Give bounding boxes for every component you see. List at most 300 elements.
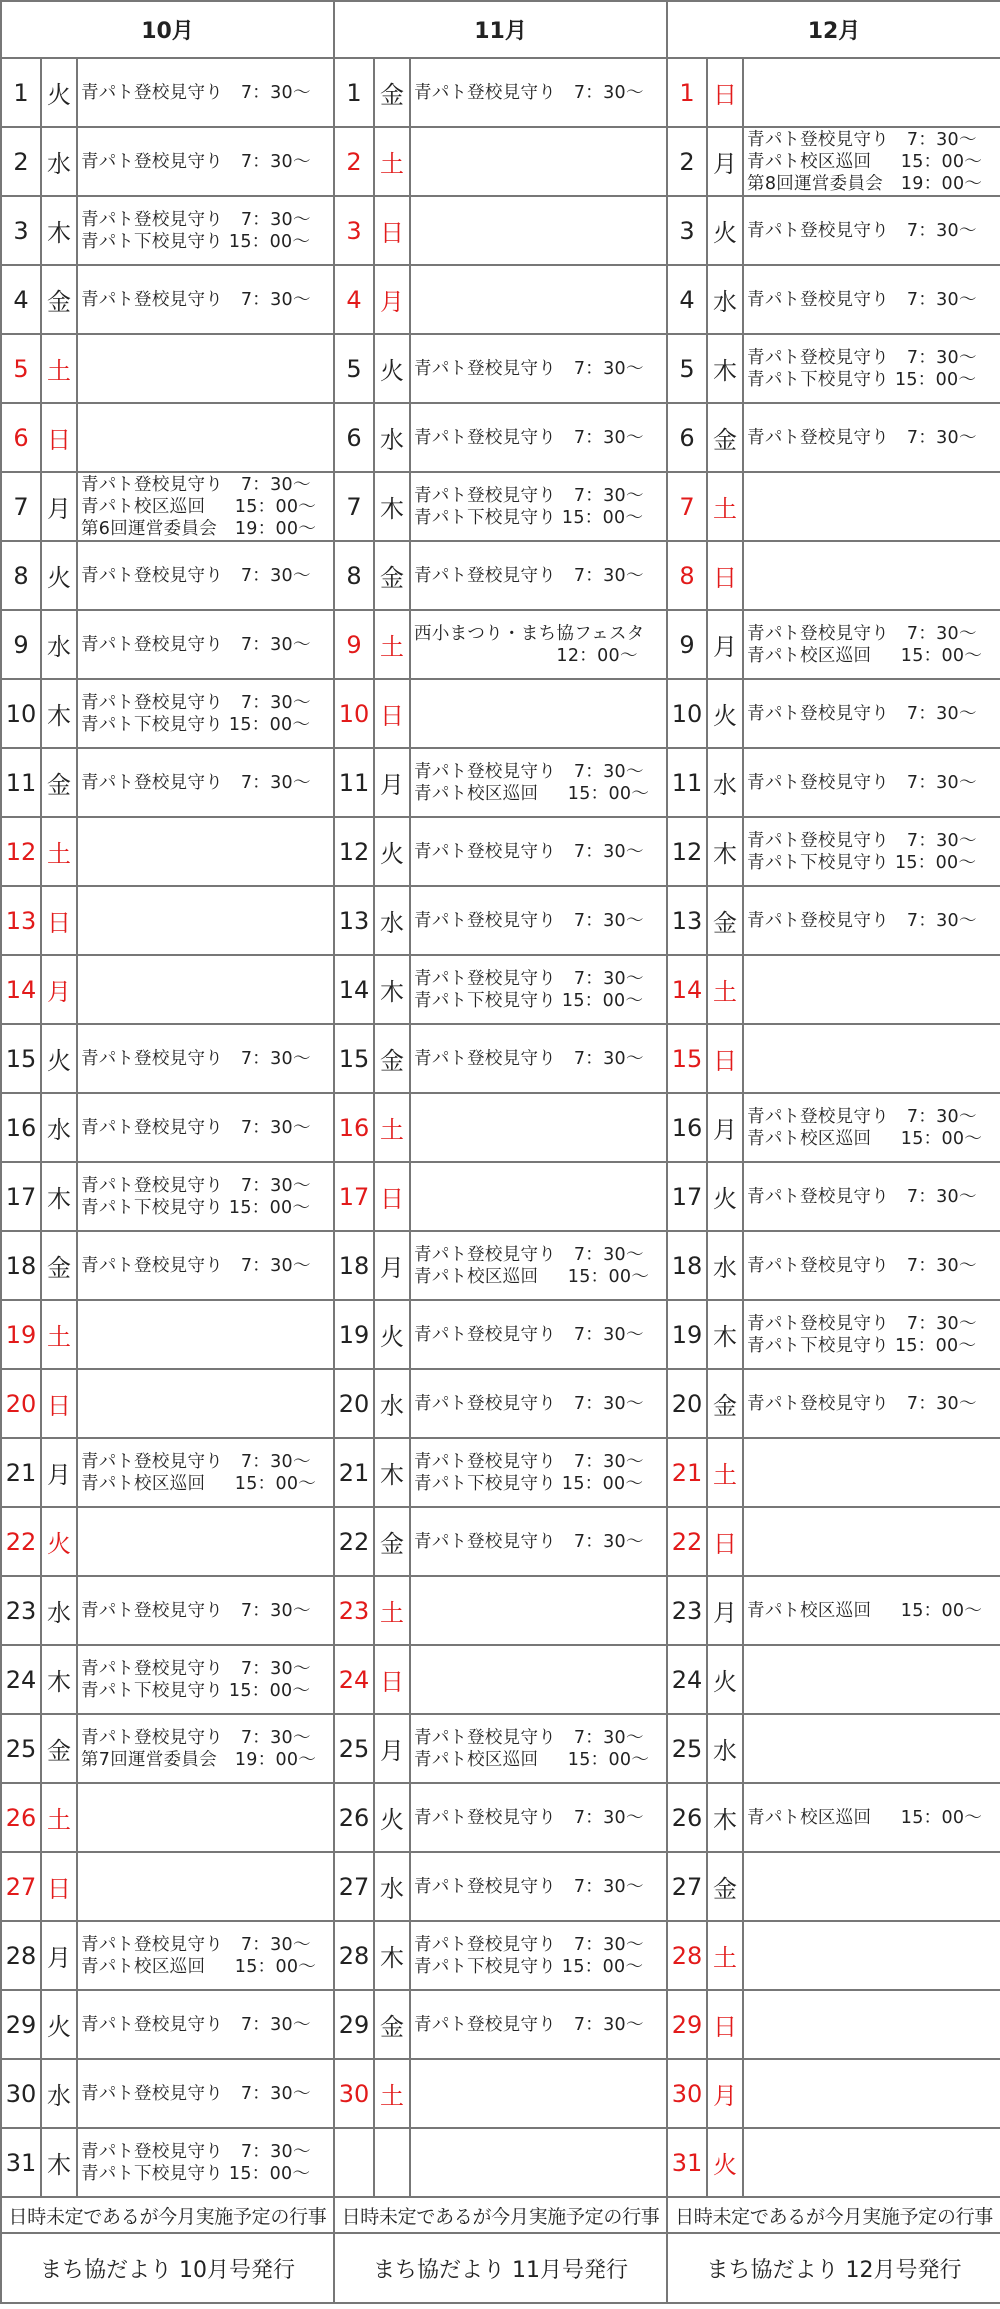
day-of-week-dec: 木 [707, 1300, 743, 1369]
day-events-nov [410, 1852, 667, 1921]
day-of-week-dec: 木 [707, 1783, 743, 1852]
event-line: 青パト登校見守り 7：30～ [81, 634, 311, 655]
day-number-dec: 13 [667, 886, 707, 955]
day-row [1, 1714, 1000, 1783]
event-line: 青パト登校見守り 7：30～ [81, 565, 311, 586]
event-line: 青パト登校見守り 7：30～ [747, 1313, 977, 1334]
day-number-dec: 17 [667, 1162, 707, 1231]
day-number-nov: 6 [334, 403, 374, 472]
day-events-dec [743, 403, 1000, 472]
day-events-nov [410, 265, 667, 334]
day-of-week-nov: 月 [374, 748, 410, 817]
day-number-nov: 9 [334, 610, 374, 679]
day-number-oct: 5 [1, 334, 41, 403]
day-of-week-dec: 水 [707, 748, 743, 817]
day-events-oct [77, 817, 334, 886]
event-line: 青パト登校見守り 7：30～ [81, 1934, 311, 1955]
day-number-dec: 28 [667, 1921, 707, 1990]
day-of-week-oct: 月 [41, 1921, 77, 1990]
event-line: 青パト登校見守り 7：30～ [81, 289, 311, 310]
day-of-week-oct: 日 [41, 403, 77, 472]
day-number-oct: 14 [1, 955, 41, 1024]
day-of-week-nov: 月 [374, 265, 410, 334]
day-of-week-oct: 木 [41, 196, 77, 265]
event-line: 青パト登校見守り 7：30～ [81, 2141, 311, 2162]
day-number-nov: 4 [334, 265, 374, 334]
day-number-dec: 15 [667, 1024, 707, 1093]
day-of-week-oct: 土 [41, 334, 77, 403]
event-line: 青パト登校見守り 7：30～ [747, 289, 977, 310]
day-of-week-nov: 金 [374, 58, 410, 127]
day-number-oct: 7 [1, 472, 41, 541]
event-line: 青パト登校見守り 7：30～ [81, 1658, 311, 1679]
day-row [1, 1093, 1000, 1162]
day-number-nov: 20 [334, 1369, 374, 1438]
newsletter-issue-dec: まち協だより 12月号発行 [667, 2233, 1000, 2303]
day-of-week-oct: 月 [41, 1438, 77, 1507]
day-of-week-nov: 水 [374, 403, 410, 472]
day-events-nov [410, 955, 667, 1024]
day-row [1, 265, 1000, 334]
day-number-nov: 24 [334, 1645, 374, 1714]
day-events-nov [410, 1369, 667, 1438]
event-line: 青パト登校見守り 7：30～ [414, 1876, 644, 1897]
day-of-week-nov: 金 [374, 1024, 410, 1093]
newsletter-issue-nov: まち協だより 11月号発行 [334, 2233, 667, 2303]
event-line: 青パト下校見守り 15：00～ [747, 1335, 977, 1356]
event-line: 12：00～ [414, 645, 638, 666]
undecided-events-note-dec: 日時未定であるが今月実施予定の行事 [667, 2197, 1000, 2233]
day-of-week-dec: 水 [707, 265, 743, 334]
day-events-dec [743, 334, 1000, 403]
event-line: 青パト登校見守り 7：30～ [81, 1727, 311, 1748]
day-number-nov: 2 [334, 127, 374, 196]
event-line: 青パト登校見守り 7：30～ [747, 1106, 977, 1127]
day-row [1, 679, 1000, 748]
day-number-oct: 27 [1, 1852, 41, 1921]
day-row [1, 403, 1000, 472]
day-row [1, 610, 1000, 679]
day-of-week-oct: 月 [41, 472, 77, 541]
day-number-nov: 1 [334, 58, 374, 127]
day-events-oct [77, 472, 334, 541]
day-number-dec: 11 [667, 748, 707, 817]
day-of-week-oct: 月 [41, 955, 77, 1024]
day-of-week-nov: 木 [374, 1921, 410, 1990]
day-of-week-nov: 火 [374, 334, 410, 403]
day-events-oct [77, 1300, 334, 1369]
day-number-nov: 30 [334, 2059, 374, 2128]
event-line: 青パト登校見守り 7：30～ [414, 2014, 644, 2035]
month-header-row [1, 1, 1000, 58]
event-line: 青パト登校見守り 7：30～ [81, 1175, 311, 1196]
day-of-week-dec: 金 [707, 886, 743, 955]
day-number-oct: 17 [1, 1162, 41, 1231]
event-line: 青パト登校見守り 7：30～ [81, 151, 311, 172]
day-events-dec [743, 748, 1000, 817]
day-events-nov [410, 127, 667, 196]
day-of-week-dec: 金 [707, 1369, 743, 1438]
day-of-week-oct: 水 [41, 2059, 77, 2128]
day-of-week-oct: 金 [41, 1714, 77, 1783]
day-number-oct: 18 [1, 1231, 41, 1300]
day-of-week-oct: 水 [41, 1093, 77, 1162]
day-of-week-nov: 木 [374, 955, 410, 1024]
day-events-dec [743, 1093, 1000, 1162]
event-line: 青パト登校見守り 7：30～ [747, 772, 977, 793]
day-events-nov [410, 610, 667, 679]
day-events-dec [743, 610, 1000, 679]
event-line: 青パト登校見守り 7：30～ [747, 427, 977, 448]
day-row [1, 58, 1000, 127]
day-number-dec: 8 [667, 541, 707, 610]
day-of-week-dec: 月 [707, 610, 743, 679]
day-events-oct [77, 1576, 334, 1645]
day-of-week-oct: 水 [41, 127, 77, 196]
day-of-week-oct: 金 [41, 1231, 77, 1300]
day-of-week-oct: 火 [41, 58, 77, 127]
day-of-week-dec: 日 [707, 1507, 743, 1576]
day-events-dec [743, 1576, 1000, 1645]
event-line: 青パト登校見守り 7：30～ [81, 2014, 311, 2035]
day-events-oct [77, 127, 334, 196]
event-line: 青パト校区巡回 15：00～ [747, 151, 983, 172]
day-number-nov: 25 [334, 1714, 374, 1783]
event-line: 青パト登校見守り 7：30～ [414, 1531, 644, 1552]
day-of-week-nov: 金 [374, 1507, 410, 1576]
event-line: 青パト登校見守り 7：30～ [414, 485, 644, 506]
day-row [1, 1852, 1000, 1921]
day-of-week-nov: 月 [374, 1231, 410, 1300]
event-line: 青パト登校見守り 7：30～ [414, 1807, 644, 1828]
day-events-nov [410, 541, 667, 610]
day-number-oct: 9 [1, 610, 41, 679]
day-events-oct [77, 1507, 334, 1576]
event-line: 青パト登校見守り 7：30～ [414, 761, 644, 782]
day-of-week-oct: 水 [41, 610, 77, 679]
day-of-week-oct: 土 [41, 1783, 77, 1852]
month-header-oct: 10月 [1, 1, 334, 58]
day-number-nov: 28 [334, 1921, 374, 1990]
event-line: 青パト校区巡回 15：00～ [414, 783, 650, 804]
day-events-dec [743, 541, 1000, 610]
day-of-week-oct: 金 [41, 748, 77, 817]
day-row [1, 1507, 1000, 1576]
event-line: 第8回運営委員会 19：00～ [747, 173, 983, 194]
day-row [1, 748, 1000, 817]
undecided-events-note-oct: 日時未定であるが今月実施予定の行事 [1, 2197, 334, 2233]
event-line: 青パト登校見守り 7：30～ [414, 1727, 644, 1748]
day-events-oct [77, 2128, 334, 2197]
day-events-dec [743, 472, 1000, 541]
day-number-dec: 14 [667, 955, 707, 1024]
event-line: 青パト下校見守り 15：00～ [747, 852, 977, 873]
day-events-nov [410, 748, 667, 817]
day-number-dec: 31 [667, 2128, 707, 2197]
day-events-nov [410, 334, 667, 403]
day-of-week-dec: 日 [707, 1990, 743, 2059]
day-events-dec [743, 1369, 1000, 1438]
day-events-nov [410, 1921, 667, 1990]
day-number-dec: 3 [667, 196, 707, 265]
day-row [1, 1990, 1000, 2059]
day-number-oct: 26 [1, 1783, 41, 1852]
day-number-oct: 2 [1, 127, 41, 196]
day-events-oct [77, 1024, 334, 1093]
day-events-dec [743, 1300, 1000, 1369]
day-events-nov [410, 1093, 667, 1162]
day-events-oct [77, 886, 334, 955]
day-of-week-nov: 土 [374, 1576, 410, 1645]
day-events-dec [743, 2059, 1000, 2128]
day-events-dec [743, 1162, 1000, 1231]
day-of-week-dec: 土 [707, 472, 743, 541]
day-of-week-oct: 日 [41, 886, 77, 955]
day-row [1, 817, 1000, 886]
event-line: 青パト登校見守り 7：30～ [414, 841, 644, 862]
footer-row [1, 2233, 1000, 2303]
event-line: 青パト校区巡回 15：00～ [747, 1807, 983, 1828]
day-number-oct: 28 [1, 1921, 41, 1990]
day-of-week-nov: 土 [374, 2059, 410, 2128]
undecided-events-note-nov: 日時未定であるが今月実施予定の行事 [334, 2197, 667, 2233]
day-events-dec [743, 1783, 1000, 1852]
event-line: 青パト登校見守り 7：30～ [414, 1451, 644, 1472]
day-of-week-dec: 日 [707, 1024, 743, 1093]
day-events-nov [410, 1438, 667, 1507]
day-number-dec: 20 [667, 1369, 707, 1438]
event-line: 青パト登校見守り 7：30～ [81, 1451, 311, 1472]
day-of-week-dec: 木 [707, 334, 743, 403]
day-events-oct [77, 1645, 334, 1714]
day-events-oct [77, 265, 334, 334]
day-row [1, 1438, 1000, 1507]
day-of-week-dec: 土 [707, 955, 743, 1024]
day-number-nov: 12 [334, 817, 374, 886]
day-of-week-dec: 火 [707, 679, 743, 748]
day-events-nov [410, 1507, 667, 1576]
day-row [1, 1783, 1000, 1852]
day-events-oct [77, 1852, 334, 1921]
day-events-dec [743, 679, 1000, 748]
day-of-week-dec: 火 [707, 1645, 743, 1714]
day-events-dec [743, 955, 1000, 1024]
day-of-week-nov: 土 [374, 610, 410, 679]
day-of-week-nov: 火 [374, 1783, 410, 1852]
day-of-week-oct: 木 [41, 1645, 77, 1714]
event-line: 青パト登校見守り 7：30～ [747, 703, 977, 724]
event-line: 青パト登校見守り 7：30～ [81, 1255, 311, 1276]
day-of-week-oct: 土 [41, 1300, 77, 1369]
day-row [1, 196, 1000, 265]
day-number-nov: 7 [334, 472, 374, 541]
day-number-nov: 5 [334, 334, 374, 403]
day-of-week-nov: 日 [374, 196, 410, 265]
day-number-oct: 25 [1, 1714, 41, 1783]
day-number-nov: 13 [334, 886, 374, 955]
day-number-nov: 22 [334, 1507, 374, 1576]
day-number-nov: 16 [334, 1093, 374, 1162]
day-number-dec: 10 [667, 679, 707, 748]
day-events-nov [410, 1990, 667, 2059]
day-events-nov [410, 1024, 667, 1093]
day-row [1, 955, 1000, 1024]
day-events-nov [410, 1162, 667, 1231]
event-line: 青パト校区巡回 15：00～ [747, 1128, 983, 1149]
day-of-week-dec: 火 [707, 196, 743, 265]
day-events-dec [743, 886, 1000, 955]
day-of-week-oct: 火 [41, 1990, 77, 2059]
day-events-nov [410, 1231, 667, 1300]
day-row [1, 1576, 1000, 1645]
day-of-week-dec: 日 [707, 58, 743, 127]
note-row [1, 2197, 1000, 2233]
day-events-dec [743, 1438, 1000, 1507]
day-number-oct: 8 [1, 541, 41, 610]
day-of-week-nov: 日 [374, 1645, 410, 1714]
day-events-dec [743, 2128, 1000, 2197]
day-events-dec [743, 1231, 1000, 1300]
day-of-week-nov: 水 [374, 1369, 410, 1438]
day-number-oct: 19 [1, 1300, 41, 1369]
day-of-week-nov: 金 [374, 1990, 410, 2059]
event-line: 青パト登校見守り 7：30～ [414, 1244, 644, 1265]
event-line: 青パト校区巡回 15：00～ [81, 1473, 317, 1494]
day-of-week-nov: 木 [374, 1438, 410, 1507]
day-number-nov: 15 [334, 1024, 374, 1093]
event-line: 青パト登校見守り 7：30～ [747, 910, 977, 931]
day-number-oct: 16 [1, 1093, 41, 1162]
newsletter-issue-oct: まち協だより 10月号発行 [1, 2233, 334, 2303]
day-number-nov: 19 [334, 1300, 374, 1369]
day-events-oct [77, 196, 334, 265]
day-number-nov: 27 [334, 1852, 374, 1921]
event-line: 青パト校区巡回 15：00～ [747, 645, 983, 666]
day-events-nov [410, 1645, 667, 1714]
day-number-oct: 22 [1, 1507, 41, 1576]
day-number-nov: 29 [334, 1990, 374, 2059]
day-events-dec [743, 1921, 1000, 1990]
day-row [1, 127, 1000, 196]
day-of-week-dec: 火 [707, 1162, 743, 1231]
day-row [1, 2128, 1000, 2197]
day-row [1, 886, 1000, 955]
day-number-oct: 31 [1, 2128, 41, 2197]
day-number-oct: 23 [1, 1576, 41, 1645]
day-events-oct [77, 1990, 334, 2059]
event-line: 第7回運営委員会 19：00～ [81, 1749, 317, 1770]
day-of-week-nov: 土 [374, 1093, 410, 1162]
day-row [1, 472, 1000, 541]
event-line: 青パト校区巡回 15：00～ [81, 496, 317, 517]
event-line: 青パト登校見守り 7：30～ [81, 209, 311, 230]
day-number-oct: 4 [1, 265, 41, 334]
event-line: 青パト登校見守り 7：30～ [414, 358, 644, 379]
day-events-oct [77, 1438, 334, 1507]
day-events-dec [743, 1990, 1000, 2059]
event-line: 青パト登校見守り 7：30～ [747, 1186, 977, 1207]
event-line: 青パト校区巡回 15：00～ [81, 1956, 317, 1977]
day-row [1, 1231, 1000, 1300]
month-header-nov: 11月 [334, 1, 667, 58]
day-number-dec: 16 [667, 1093, 707, 1162]
day-events-dec [743, 1714, 1000, 1783]
event-line: 青パト下校見守り 15：00～ [81, 1680, 311, 1701]
day-events-nov [410, 58, 667, 127]
day-events-nov [410, 679, 667, 748]
day-of-week-nov: 火 [374, 817, 410, 886]
day-events-oct [77, 955, 334, 1024]
day-number-dec: 24 [667, 1645, 707, 1714]
month-header-dec: 12月 [667, 1, 1000, 58]
day-number-oct: 10 [1, 679, 41, 748]
day-number-dec: 7 [667, 472, 707, 541]
day-number-nov: 11 [334, 748, 374, 817]
day-events-nov [410, 2128, 667, 2197]
day-events-dec [743, 1852, 1000, 1921]
event-line: 青パト登校見守り 7：30～ [414, 968, 644, 989]
day-events-dec [743, 1645, 1000, 1714]
event-line: 青パト登校見守り 7：30～ [747, 220, 977, 241]
day-events-nov [410, 886, 667, 955]
event-line: 青パト登校見守り 7：30～ [81, 82, 311, 103]
day-of-week-nov: 火 [374, 1300, 410, 1369]
day-number-dec: 27 [667, 1852, 707, 1921]
day-of-week-dec: 木 [707, 817, 743, 886]
day-events-dec [743, 58, 1000, 127]
day-of-week-nov: 日 [374, 1162, 410, 1231]
day-number-dec: 21 [667, 1438, 707, 1507]
event-line: 青パト下校見守り 15：00～ [747, 369, 977, 390]
day-events-nov [410, 817, 667, 886]
day-events-nov [410, 2059, 667, 2128]
day-number-oct: 30 [1, 2059, 41, 2128]
day-events-oct [77, 679, 334, 748]
day-events-oct [77, 541, 334, 610]
day-number-oct: 21 [1, 1438, 41, 1507]
event-line: 第6回運営委員会 19：00～ [81, 518, 317, 539]
day-of-week-nov [374, 2128, 410, 2197]
day-of-week-nov: 金 [374, 541, 410, 610]
day-of-week-oct: 木 [41, 1162, 77, 1231]
day-of-week-dec: 火 [707, 2128, 743, 2197]
day-events-dec [743, 817, 1000, 886]
event-line: 青パト校区巡回 15：00～ [414, 1749, 650, 1770]
event-line: 青パト登校見守り 7：30～ [81, 2083, 311, 2104]
event-line: 青パト登校見守り 7：30～ [414, 910, 644, 931]
day-number-dec: 18 [667, 1231, 707, 1300]
day-events-oct [77, 610, 334, 679]
day-events-dec [743, 1507, 1000, 1576]
day-number-dec: 12 [667, 817, 707, 886]
event-line: 青パト登校見守り 7：30～ [747, 129, 977, 150]
day-number-dec: 23 [667, 1576, 707, 1645]
day-row [1, 1162, 1000, 1231]
day-events-oct [77, 2059, 334, 2128]
day-number-oct: 12 [1, 817, 41, 886]
event-line: 青パト登校見守り 7：30～ [81, 1048, 311, 1069]
event-line: 青パト登校見守り 7：30～ [81, 692, 311, 713]
day-number-oct: 1 [1, 58, 41, 127]
day-events-oct [77, 1714, 334, 1783]
day-number-nov [334, 2128, 374, 2197]
day-of-week-nov: 木 [374, 472, 410, 541]
day-of-week-dec: 日 [707, 541, 743, 610]
day-events-nov [410, 196, 667, 265]
day-events-dec [743, 265, 1000, 334]
event-line: 青パト登校見守り 7：30～ [81, 1600, 311, 1621]
day-events-nov [410, 1300, 667, 1369]
